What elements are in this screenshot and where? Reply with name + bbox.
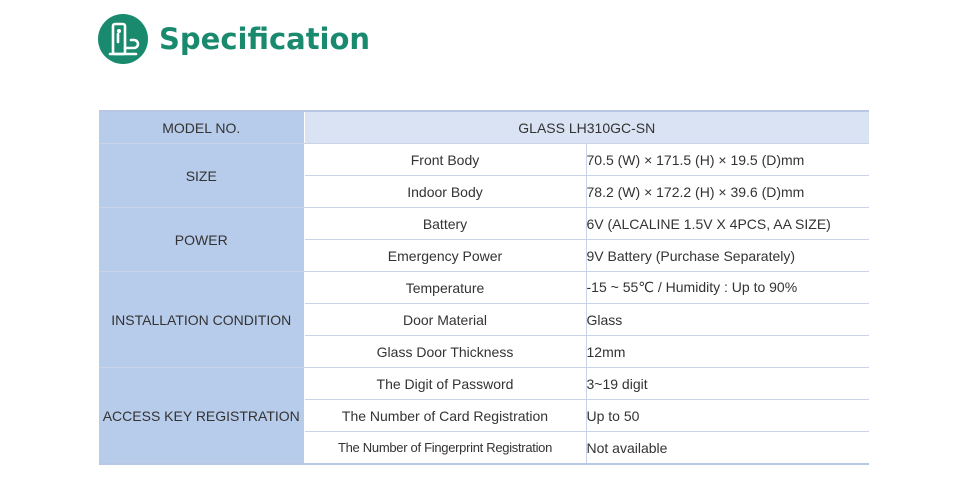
spec-item: The Number of Card Registration — [304, 400, 586, 432]
page-title: Specification — [159, 22, 371, 56]
table-row — [99, 368, 869, 400]
header — [98, 14, 370, 64]
category-size: SIZE — [99, 144, 304, 208]
spec-item: Front Body — [304, 144, 586, 176]
spec-value: Glass — [586, 304, 869, 336]
category-power: POWER — [99, 208, 304, 272]
model-value: GLASS LH310GC-SN — [304, 111, 869, 144]
spec-item: Indoor Body — [304, 176, 586, 208]
table-row — [99, 208, 869, 240]
spec-item: The Digit of Password — [304, 368, 586, 400]
spec-value: -15 ~ 55℃ / Humidity : Up to 90% — [586, 272, 869, 304]
spec-value: 12mm — [586, 336, 869, 368]
spec-value: 70.5 (W) × 171.5 (H) × 19.5 (D)mm — [586, 144, 869, 176]
table-row — [99, 272, 869, 304]
spec-value: 3~19 digit — [586, 368, 869, 400]
spec-item: The Number of Fingerprint Registration — [304, 432, 586, 465]
category-installation: INSTALLATION CONDITION — [99, 272, 304, 368]
spec-table — [99, 110, 869, 465]
spec-item: Temperature — [304, 272, 586, 304]
spec-value: 6V (ALCALINE 1.5V X 4PCS, AA SIZE) — [586, 208, 869, 240]
spec-value: Not available — [586, 432, 869, 465]
spec-value: 78.2 (W) × 172.2 (H) × 39.6 (D)mm — [586, 176, 869, 208]
spec-item: Battery — [304, 208, 586, 240]
table-row — [99, 111, 869, 144]
spec-value: Up to 50 — [586, 400, 869, 432]
door-lock-logo-icon — [98, 14, 148, 64]
spec-item: Door Material — [304, 304, 586, 336]
table-row — [99, 144, 869, 176]
category-access-key: ACCESS KEY REGISTRATION — [99, 368, 304, 465]
spec-item: Emergency Power — [304, 240, 586, 272]
spec-value: 9V Battery (Purchase Separately) — [586, 240, 869, 272]
model-label: MODEL NO. — [99, 111, 304, 144]
spec-item: Glass Door Thickness — [304, 336, 586, 368]
